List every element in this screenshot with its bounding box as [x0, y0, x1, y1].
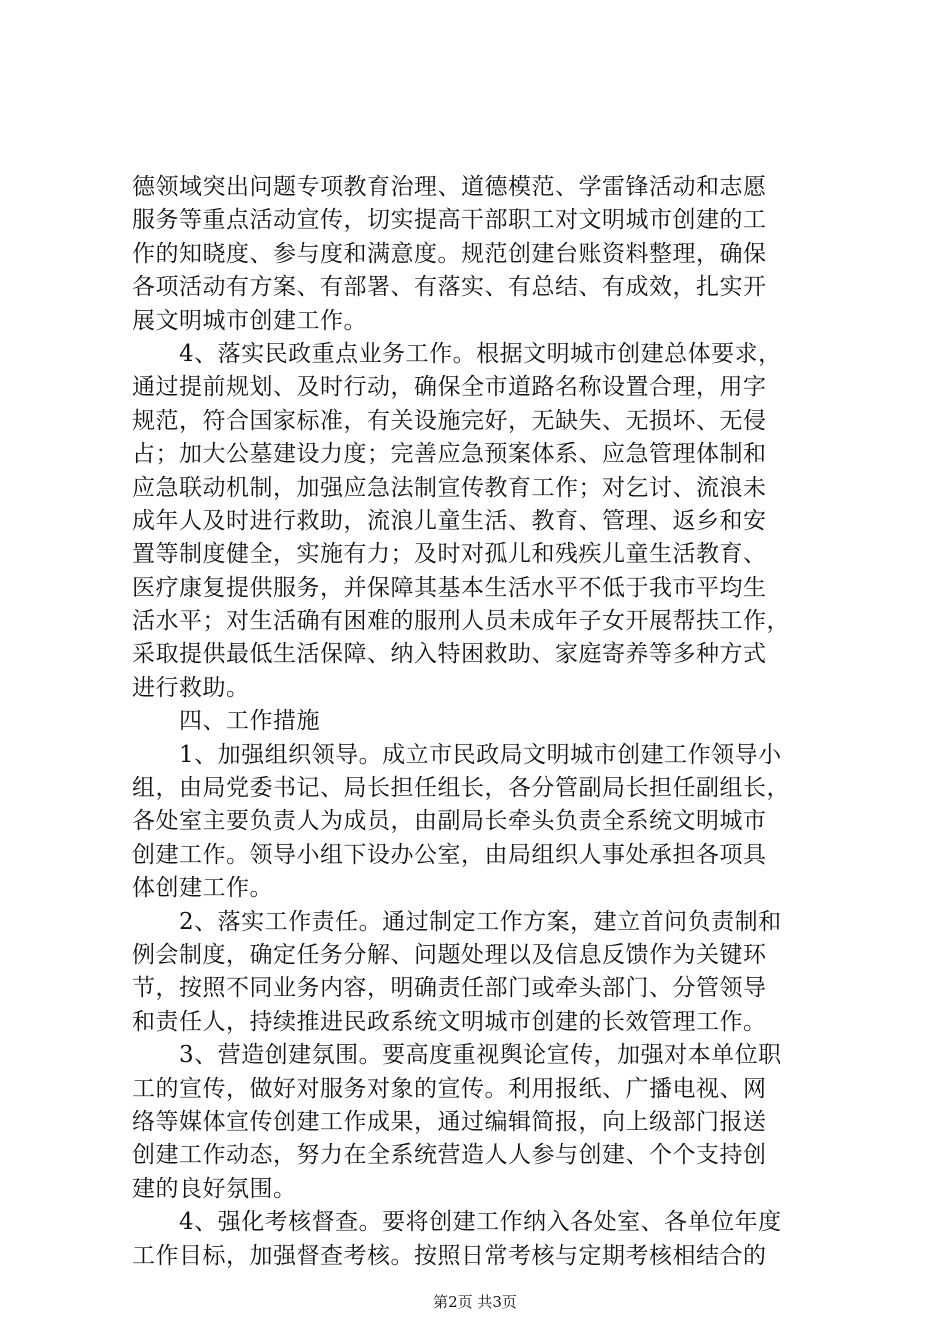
text-line: 服务等重点活动宣传，切实提高干部职工对文明城市创建的工 [132, 207, 767, 234]
text-line: 各处室主要负责人为成员，由副局长牵头负责全系统文明城市 [132, 808, 767, 835]
text-line: 规范，符合国家标准，有关设施完好，无缺失、无损坏、无侵 [132, 407, 767, 434]
text-line: 医疗康复提供服务，并保障其基本生活水平不低于我市平均生 [132, 574, 767, 601]
text-line: 展文明城市创建工作。 [132, 307, 367, 334]
text-line: 四、工作措施 [132, 708, 320, 735]
text-line: 采取提供最低生活保障、纳入特困救助、家庭寄养等多种方式 [132, 641, 767, 668]
text-line: 工的宣传，做好对服务对象的宣传。利用报纸、广播电视、网 [132, 1075, 767, 1102]
text-line: 和责任人，持续推进民政系统文明城市创建的长效管理工作。 [132, 1008, 767, 1035]
text-line: 创建工作。领导小组下设办公室，由局组织人事处承担各项具 [132, 841, 767, 868]
text-line: 置等制度健全，实施有力；及时对孤儿和残疾儿童生活教育、 [132, 541, 767, 568]
text-line: 体创建工作。 [132, 875, 273, 902]
text-line: 作的知晓度、参与度和满意度。规范创建台账资料整理，确保 [132, 240, 767, 267]
text-line: 组，由局党委书记、局长担任组长，各分管副局长担任副组长， [132, 775, 790, 802]
text-line: 活水平；对生活确有困难的服刑人员未成年子女开展帮扶工作， [132, 608, 790, 635]
text-line: 4、落实民政重点业务工作。根据文明城市创建总体要求， [132, 340, 782, 367]
text-line: 例会制度，确定任务分解、问题处理以及信息反馈作为关键环 [132, 941, 767, 968]
text-line: 创建工作动态，努力在全系统营造人人参与创建、个个支持创 [132, 1142, 767, 1169]
page-footer: 第2页 共3页 [433, 1293, 517, 1311]
text-line: 成年人及时进行救助，流浪儿童生活、教育、管理、返乡和安 [132, 507, 767, 534]
text-line: 德领域突出问题专项教育治理、道德模范、学雷锋活动和志愿 [132, 174, 767, 200]
text-line: 4、强化考核督查。要将创建工作纳入各处室、各单位年度 [132, 1209, 782, 1236]
text-line: 2、落实工作责任。通过制定工作方案，建立首问负责制和 [132, 908, 782, 935]
text-line: 建的良好氛围。 [132, 1175, 297, 1202]
text-line: 1、加强组织领导。成立市民政局文明城市创建工作领导小 [132, 741, 782, 768]
text-line: 各项活动有方案、有部署、有落实、有总结、有成效，扎实开 [132, 274, 767, 301]
text-line: 节，按照不同业务内容，明确责任部门或牵头部门、分管领导 [132, 975, 767, 1002]
text-line: 工作目标，加强督查考核。按照日常考核与定期考核相结合的 [132, 1242, 767, 1269]
text-line: 进行救助。 [132, 674, 250, 701]
text-line: 3、营造创建氛围。要高度重视舆论宣传，加强对本单位职 [132, 1042, 782, 1069]
text-line: 络等媒体宣传创建工作成果，通过编辑简报，向上级部门报送 [132, 1108, 767, 1135]
text-line: 应急联动机制，加强应急法制宣传教育工作；对乞讨、流浪未 [132, 474, 767, 501]
document-body [132, 171, 832, 1273]
text-line: 占；加大公墓建设力度；完善应急预案体系、应急管理体制和 [132, 441, 767, 468]
text-line: 通过提前规划、及时行动，确保全市道路名称设置合理，用字 [132, 374, 767, 401]
